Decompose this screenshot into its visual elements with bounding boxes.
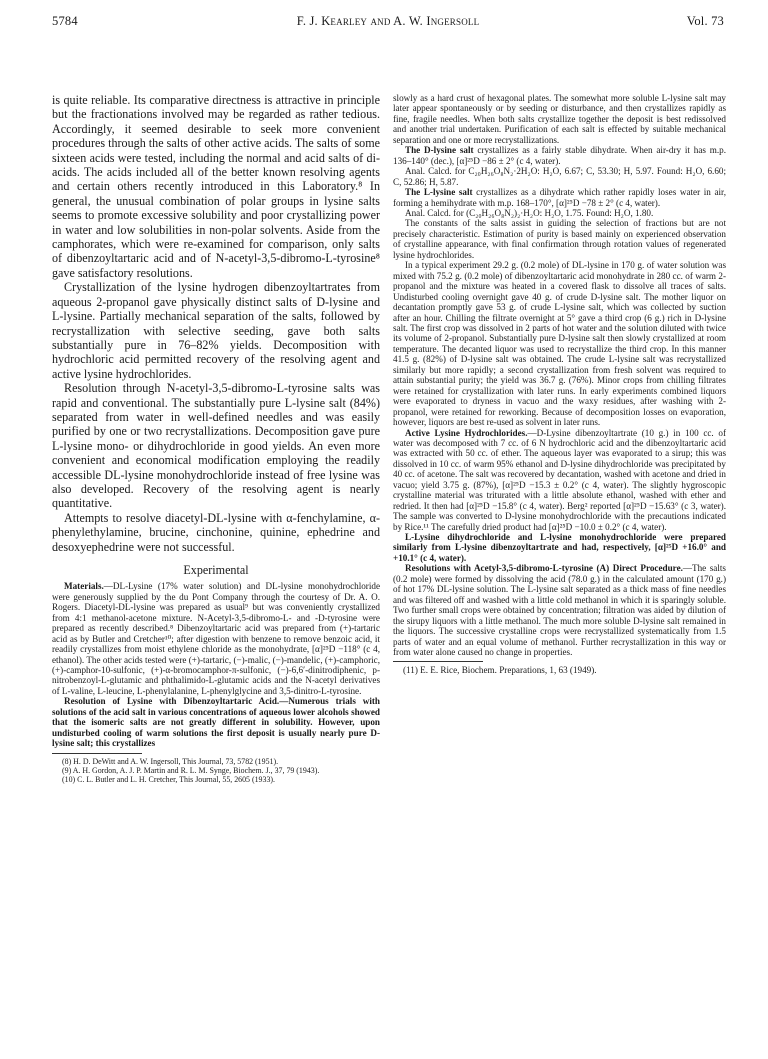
footnote: (11) E. E. Rice, Biochem. Preparations, 1, 63 (1949). — [403, 665, 597, 676]
intro-paragraph: Crystallization of the lysine hydrogen dibenzoyltartrates from aqueous 2-propanol gave physically distinct salts of D-lysine and L-lysine. Partially mechanical separation of the salts, followed by recrystallization with selective seeding, gave both salts substantially pure in 76–82% yields. Decomposition with hydrochloric acid permitted recovery of the resolving agent and active lysine hydrochlorides. — [52, 280, 380, 381]
active-hydrochlorides-label: Active Lysine Hydrochlorides. — [405, 427, 528, 438]
footnote: (10) C. L. Butler and L. H. Cretcher, This Journal, 55, 2605 (1933). — [62, 775, 275, 785]
volume-label: Vol. 73 — [686, 14, 724, 28]
introduction-text — [52, 93, 380, 577]
active-hydrochlorides-paragraph: Active Lysine Hydrochlorides.—D-Lysine dibenzoyltartrate (10 g.) in 100 cc. of water was decomposed with 7 cc. of 6 N hydrochloric acid and the dibenzoyltartaric acid was extracted with 50 cc. of ether. The aqueous layer was evaporated to a sirup; this was dissolved in 10 cc. of warm 95% ethanol and D-lysine dihydrochloride was precipitated by 40 cc. of acetone. The salt was recovered by decantation, washed with acetone and dried in vacuo; yield 3.75 g. (87%), [α]²⁵D −15.3 ± 0.2° (c 4, water). The slightly hygroscopic crystalline material was triturated with a little absolute ethanol, washed with ether and redried. It then had [α]²⁵D −15.8° (c 4, water). Berg² reported [α]²⁵D −15.63° (c 3, water). The sample was converted to D-lysine monohydrochloride with the precautions indicated by Rice.¹¹ The carefully dried product had [α]²⁵D −10.0 ± 0.2° (c 4, water). — [393, 427, 726, 532]
footnote: (9) A. H. Gordon, A. J. P. Martin and R. L. M. Synge, Biochem. J., 37, 79 (1943). — [62, 765, 320, 775]
intro-paragraph: is quite reliable. Its comparative directness is attractive in principle but the fractionations involved may be regarded as rather tedious. Accordingly, it seemed desirable to seek more convenient procedures through the salts of other active acids. The salts of some sixteen acids were tested, including the normal and acid salts of di-acids. The acids included all of the better known resolving agents and certain others recently introduced in this Laboratory.⁸ In general, the unusual combination of polar groups in lysine salts seems to promote excessive solubility and poor crystallizing power in water and low solubilities in non-polar solvents. Aside from the camphorates, which were re-examined for comparison, only salts of dibenzoyltartaric acid and of N-acetyl-3,5-dibromo-L-tyrosine⁸ gave satisfactory resolutions. — [52, 93, 380, 280]
running-title: F. J. Kearley and A. W. Ingersoll — [296, 14, 480, 28]
continuation-paragraph: slowly as a hard crust of hexagonal plates. The somewhat more soluble L-lysine salt may later appear spontaneously or by seeding or disturbance, and then crystallizes rapidly as fine, fragile needles. When both salts crystallize together the deposit is best redissolved and another trial undertaken. Purification of each salt is effected by suitable mechanical separation and one or more recrystallizations. — [393, 93, 726, 145]
l-lysine-paragraph: L-Lysine dihydrochloride and L-lysine monohydrochloride were prepared similarly from L-lysine dibenzoyltartrate and had, respectively, [α]²⁵D +16.0° and +10.1° (c 4, water). — [393, 532, 726, 563]
resolution-paragraph — [52, 696, 380, 748]
l-lysine-salt-paragraph: The L-lysine salt crystallizes as a dihydrate which rather rapidly loses water in air, forming a hemihydrate with m.p. 168–170°, [α]²⁵D −78 ± 2° (c 4, water). — [393, 187, 726, 208]
intro-paragraph: Attempts to resolve diacetyl-DL-lysine with α-fenchylamine, α-phenylethylamine, brucine, cinchonine, quinine, ephedrine and desoxyephedrine were not successful. — [52, 510, 380, 554]
typical-experiment-paragraph: In a typical experiment 29.2 g. (0.2 mole) of DL-lysine in 170 g. of water solution was mixed with 75.2 g. (0.2 mole) of dibenzoyltartaric acid monohydrate in 280 cc. of warm 2-propanol and the mixture was heated in a covered flask to dissolve all traces of salts. Undisturbed cooling overnight gave 40 g. of crude D-lysine salt. The mother liquor on decantation promptly gave 53 g. of crude L-lysine salt, which was collected by suction after an hour. Chilling the filtrate overnight at 5° gave a third crop (6 g.) rich in D-lysine salt. The first crop was dissolved in 2 parts of hot water and the solution diluted with twice its volume of 2-propanol. Substantially pure D-lysine salt then slowly crystallized at room temperature. The decanted liquor was used to recrystallize the third crop. In this manner 41.5 g. (82%) of D-lysine salt was obtained. The crude L-lysine salt was recrystallized similarly but more rapidly; a second crystallization from fresh solvent was required to attain substantial purity; the yield was 36.7 g. (76%). Minor crops from chilling filtrates were retained for crystallization with later runs. In early experiments combined liquors were evaporated to dryness in vacuo and the waxy residues, after washing with 2-propanol, were retained for reworking. Because of decomposition losses on evaporation, however, liquors are best re-used as solvent in later runs. — [393, 260, 726, 428]
page-number: 5784 — [52, 14, 78, 28]
constants-paragraph: The constants of the salts assist in guiding the selection of fractions but are not precisely characteristic. Estimation of purity is based mainly on experienced observation of crystalline appearance, with final confirmation through rotation values of regenerated lysine hydrochlorides. — [393, 218, 726, 260]
footnote-rule — [393, 661, 483, 662]
resolution-label: Resolution of Lysine with Dibenzoyltartaric Acid. — [64, 696, 280, 707]
materials-label: Materials. — [64, 581, 104, 592]
l-lysine-salt-label: The L-lysine salt — [405, 187, 473, 198]
intro-paragraph: Resolution through N-acetyl-3,5-dibromo-L-tyrosine salts was rapid and conventional. The substantially pure L-lysine salt (84%) separated from water in well-defined needles and was easily purified by one or two recrystallizations. Decomposition gave pure L-lysine mono- or dihydrochloride in good yields. An even more convenient and economical modification employing the readily accessible DL-lysine monohydrochloride instead of free lysine was also developed. Recovery of the resolving agent is nearly quantitative. — [52, 381, 380, 511]
acetyl-resolution-paragraph: Resolutions with Acetyl-3,5-dibromo-L-tyrosine (A) Direct Procedure.—The salts (0.2 mole) were formed by dissolving the acid (78.0 g.) in the calculated amount (170 g.) of hot 17% DL-lysine solution. The L-lysine salt separated as a thick mass of fine needles and was filtered off and washed with a little cold methanol in which it is sparingly soluble. Two further small crops were obtained by concentration; filtration was aided by dilution of the sirupy liquors with a little methanol. The much more soluble D-lysine salt remained in the liquors. The successive crystalline crops were recrystallized systematically from 1.5 parts of water and an equal volume of methanol. Further recrystallization in this way or from water alone caused no change in properties. — [393, 563, 726, 658]
left-column — [52, 93, 380, 785]
analysis-paragraph: Anal. Calcd. for C₂₀H₂₆O₈N₂·2H₂O: H₂O, 6.67; C, 53.30; H, 5.97. Found: H₂O, 6.60; C, 52.86; H, 5.87. — [393, 166, 726, 187]
d-lysine-salt-label: The D-lysine salt — [405, 145, 474, 156]
page-header — [52, 14, 724, 30]
materials-text: —DL-Lysine (17% water solution) and DL-lysine monohydrochloride were generously supplied by the du Pont Company through the courtesy of Dr. A. O. Rogers. Diacetyl-DL-lysine was prepared as usual⁹ but was conveniently crystallized from 4:1 methanol-acetone mixture. N-Acetyl-3,5-dibromo-L- and -D-tyrosine were prepared as recently described.⁸ Dibenzoyltartaric acid was prepared from (+)-tartaric acid as by Butler and Cretcher¹⁰; after digestion with benzene to remove benzoic acid, it readily crystallizes from moist ethylene chloride as the monohydrate, [α]²⁵D −118° (c 4, ethanol). The other acids tested were (+)-tartaric, (−)-malic, (−)-mandelic, (+)-camphoric, (+)-camphor-10-sulfonic, (+)-α-bromocamphor-π-sulfonic, (−)-6,6′-dinitrodiphenic, p-nitrobenzoyl-L-glutamic and phthalimido-L-glutamic acids and the N-acetyl derivatives of L-valine, L-leucine, L-phenylalanine, L-phenylglycine and 3,5-dinitro-L-tyrosine. — [52, 581, 380, 696]
analysis-paragraph: Anal. Calcd. for (C₂₀H₂₆O₈N₂)₂·H₂O: H₂O, 1.75. Found: H₂O, 1.80. — [405, 207, 654, 218]
footnote: (8) H. D. DeWitt and A. W. Ingersoll, This Journal, 73, 5782 (1951). — [62, 756, 279, 766]
resolution-text: —Numerous trials with solutions of the acid salt in various concentrations of aqueous lower alcohols showed that the isomeric salts are not greatly different in solubility. However, upon undisturbed cooling of warm solutions the first deposit is usually nearly pure D-lysine salt; this crystallizes — [52, 696, 380, 749]
materials-paragraph — [52, 581, 380, 696]
experimental-text — [52, 581, 380, 748]
acetyl-resolution-label: Resolutions with Acetyl-3,5-dibromo-L-tyrosine (A) Direct Procedure. — [405, 563, 683, 574]
experimental-heading: Experimental — [183, 563, 249, 577]
footnote-rule — [52, 753, 142, 754]
d-lysine-salt-paragraph: The D-lysine salt crystallizes as a fairly stable dihydrate. When air-dry it has m.p. 136–140° (dec.), [α]²⁵D −86 ± 2° (c 4, water). — [393, 145, 726, 166]
right-column — [393, 93, 726, 676]
